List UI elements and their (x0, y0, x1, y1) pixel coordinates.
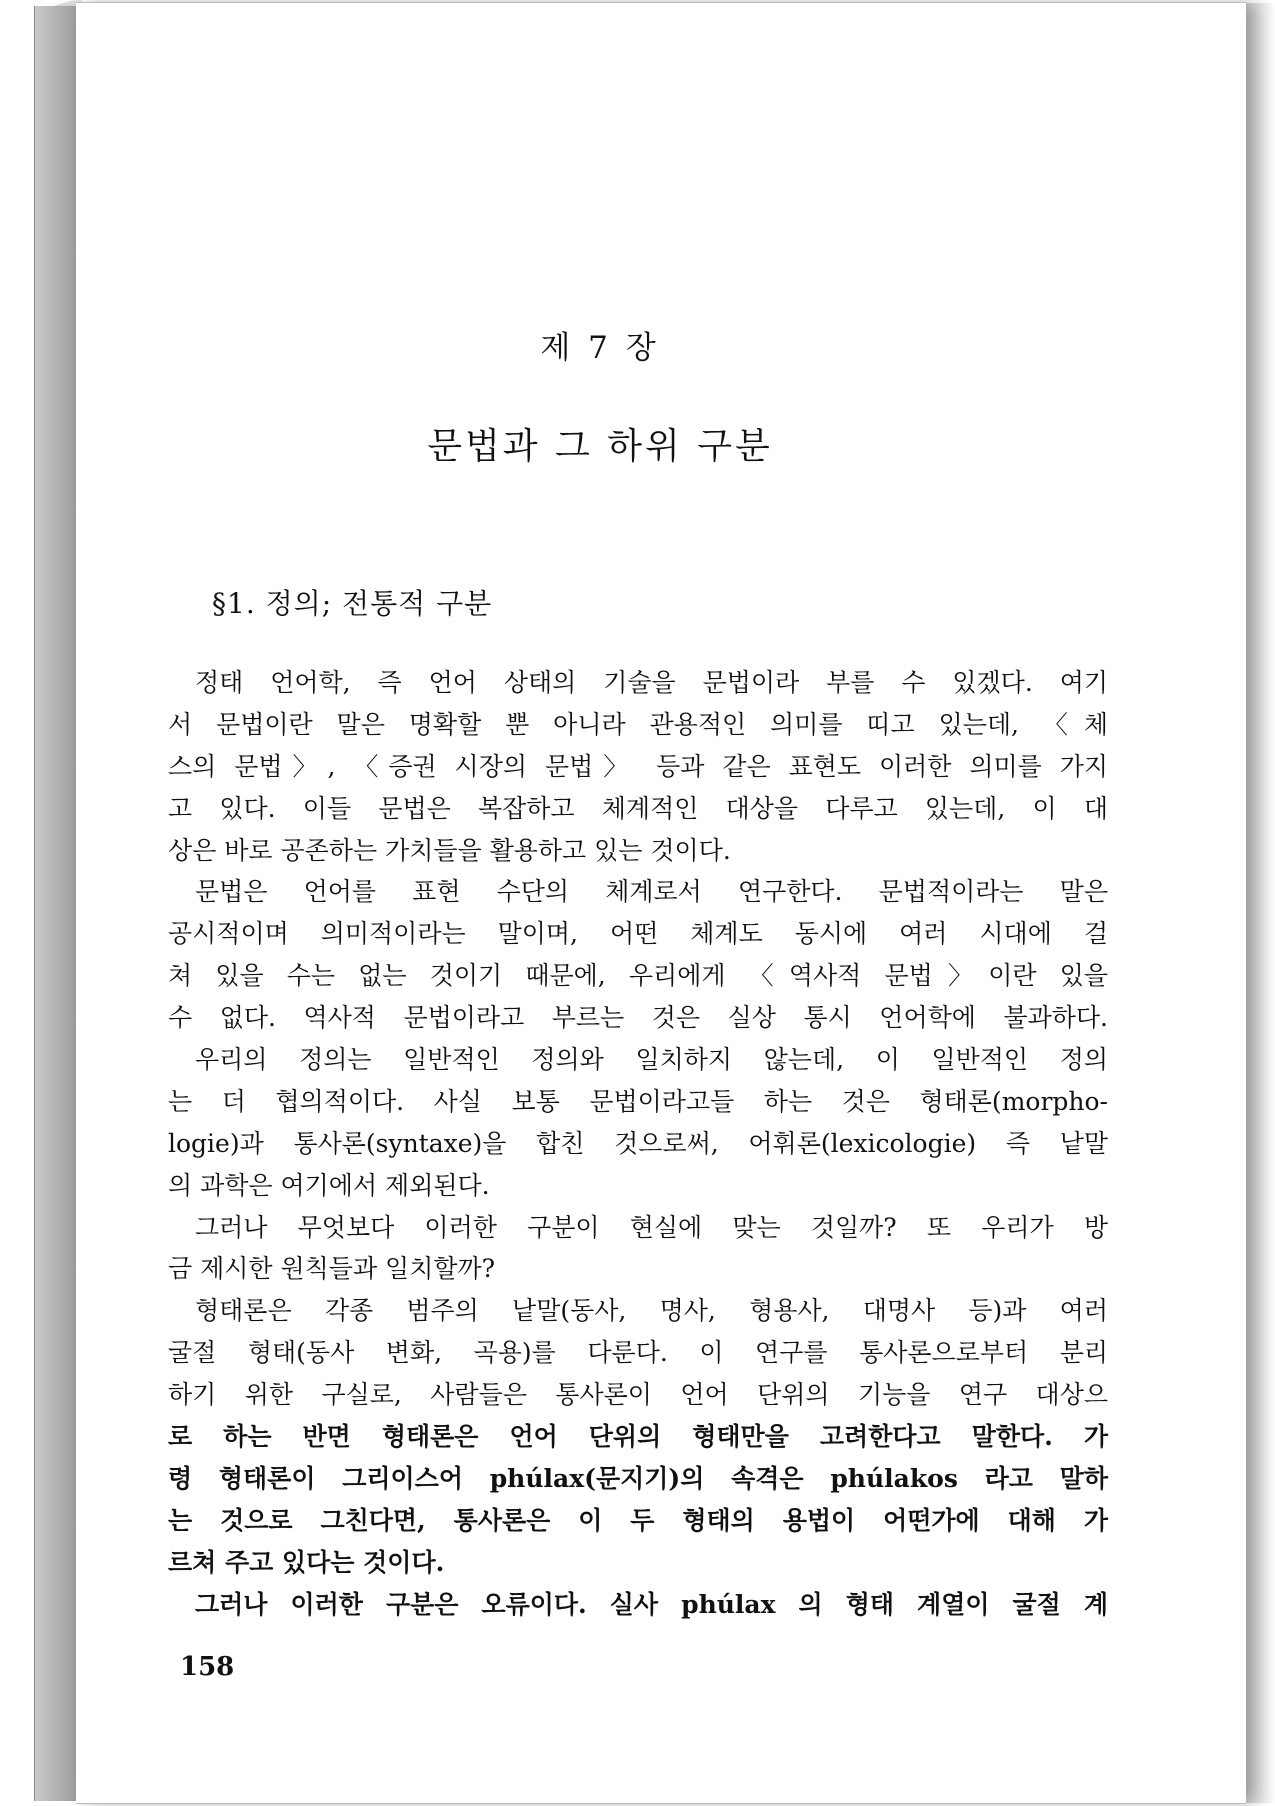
text-line: 스의 문법〉, 〈증권 시장의 문법〉 등과 같은 표현도 이러한 의미를 가지 (168, 751, 1108, 781)
text-line: 금 제시한 원칙들과 일치할까? (168, 1254, 496, 1284)
text-line: 하기 위한 구실로, 사람들은 통사론이 언어 단위의 기능을 연구 대상으 (168, 1380, 1108, 1410)
body-text (168, 662, 1108, 1625)
text-line: 그러나 이러한 구분은 오류이다. 실사 phúlax 의 형태 계열이 굴절 계 (195, 1589, 1108, 1619)
page-number: 158 (180, 1652, 235, 1682)
text-line: 르쳐 주고 있다는 것이다. (168, 1547, 445, 1577)
text-line: 고 있다. 이들 문법은 복잡하고 체계적인 대상을 다루고 있는데, 이 대 (168, 793, 1108, 823)
text-line: 령 형태론이 그리이스어 phúlax(문지기)의 속격은 phúlakos 라고 말하 (168, 1463, 1108, 1493)
chapter-title: 문법과 그 하위 구분 (427, 426, 773, 467)
text-line: 상은 바로 공존하는 가치들을 활용하고 있는 것이다. (168, 835, 731, 865)
book-spine (34, 6, 78, 1801)
text-line: 쳐 있을 수는 없는 것이기 때문에, 우리에게 〈역사적 문법〉이란 있을 (168, 961, 1108, 991)
text-line: 서 문법이란 말은 명확할 뿐 아니라 관용적인 의미를 띠고 있는데, 〈체 (168, 709, 1108, 739)
text-line: logie)과 통사론(syntaxe)을 합친 것으로써, 어휘론(lexicologie) 즉 낱말 (168, 1128, 1108, 1158)
text-line: 로 하는 반면 형태론은 언어 단위의 형태만을 고려한다고 말한다. 가 (168, 1422, 1108, 1452)
text-line: 수 없다. 역사적 문법이라고 부르는 것은 실상 통시 언어학에 불과하다. (168, 1003, 1108, 1033)
text-line: 우리의 정의는 일반적인 정의와 일치하지 않는데, 이 일반적인 정의 (195, 1045, 1108, 1075)
text-line: 정태 언어학, 즉 언어 상태의 기술을 문법이라 부를 수 있겠다. 여기 (195, 668, 1108, 697)
text-line: 공시적이며 의미적이라는 말이며, 어떤 체계도 동시에 여러 시대에 걸 (168, 919, 1108, 949)
text-line: 는 것으로 그친다면, 통사론은 이 두 형태의 용법이 어떤가에 대해 가 (168, 1505, 1108, 1535)
text-line: 문법은 언어를 표현 수단의 체계로서 연구한다. 문법적이라는 말은 (195, 877, 1108, 907)
text-line: 의 과학은 여기에서 제외된다. (168, 1170, 490, 1200)
section-heading: §1. 정의; 전통적 구분 (212, 587, 493, 620)
text-line: 굴절 형태(동사 변화, 곡용)를 다룬다. 이 연구를 통사론으로부터 분리 (168, 1338, 1108, 1368)
text-line: 그러나 무엇보다 이러한 구분이 현실에 맞는 것일까? 또 우리가 방 (195, 1212, 1108, 1242)
chapter-number: 제 7 장 (540, 330, 660, 366)
text-line: 형태론은 각종 범주의 낱말(동사, 명사, 형용사, 대명사 등)과 여러 (195, 1296, 1108, 1326)
text-line: 는 더 협의적이다. 사실 보통 문법이라고들 하는 것은 형태론(morpho- (168, 1086, 1108, 1116)
page-edge-shadow (1246, 3, 1275, 1803)
